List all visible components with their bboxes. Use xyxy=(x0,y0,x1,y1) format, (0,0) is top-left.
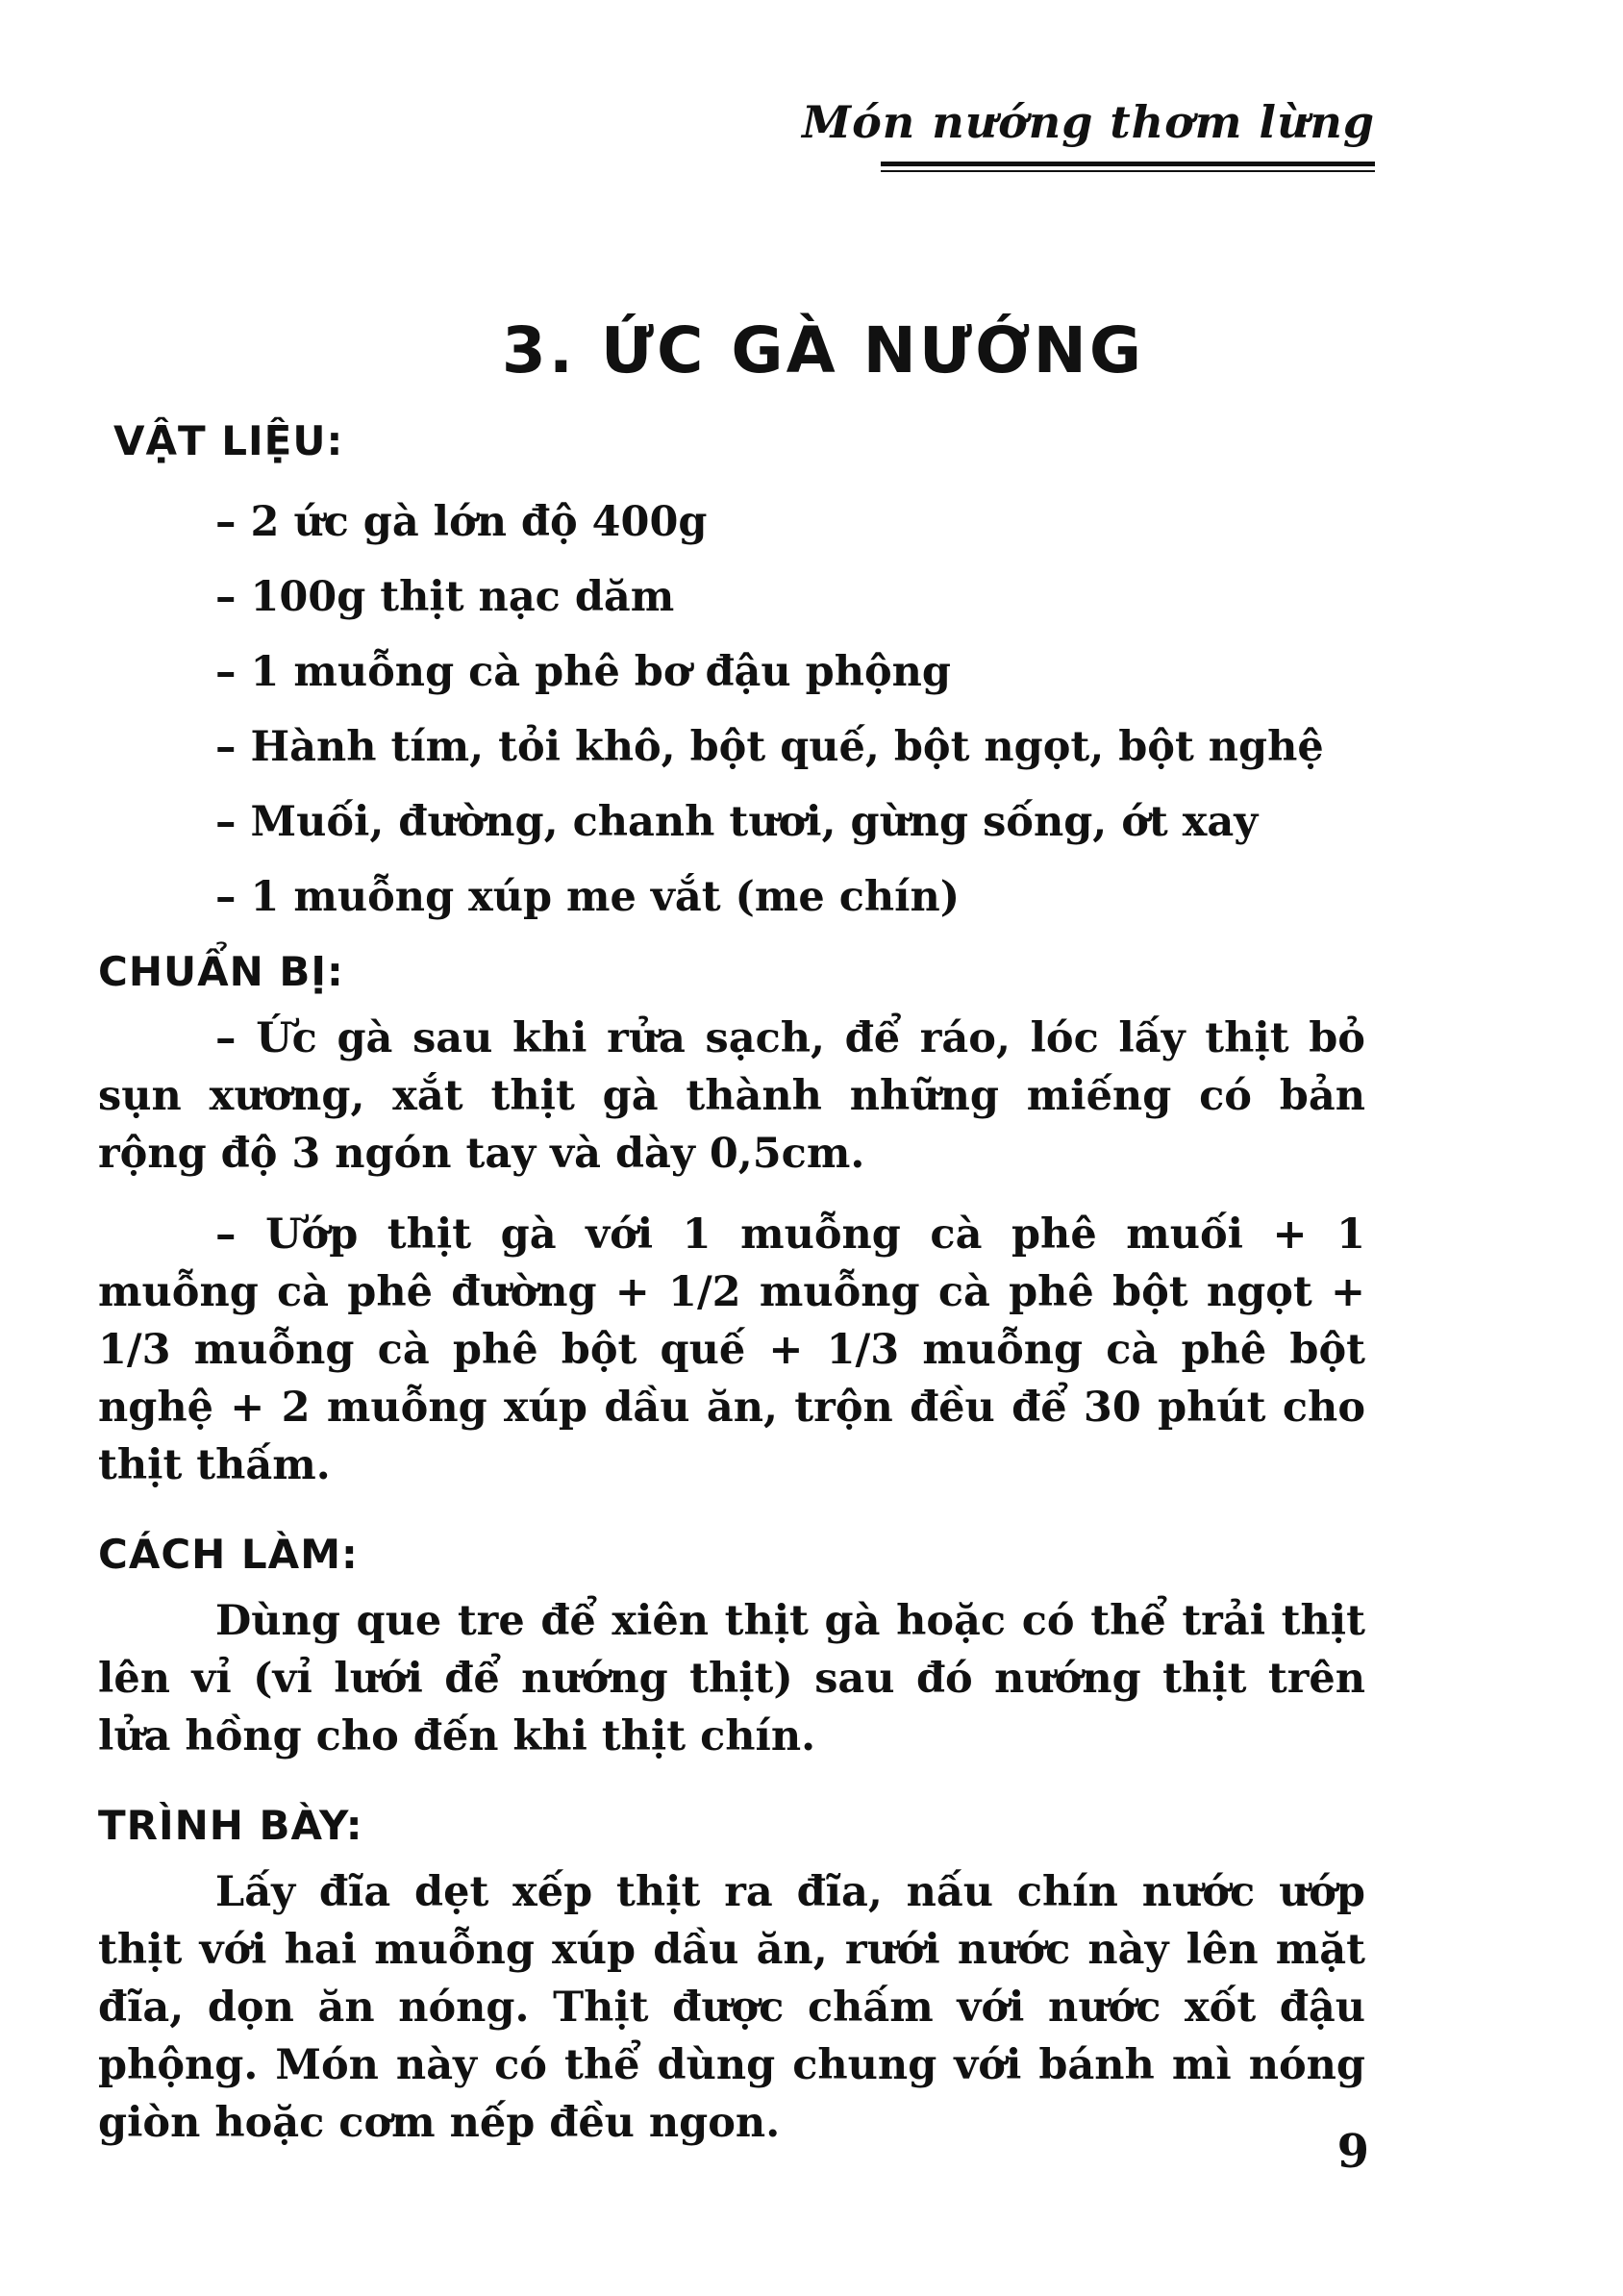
preparation-heading: CHUẨN BỊ: xyxy=(98,948,344,995)
ingredients-list xyxy=(98,485,1365,935)
ingredient-item: – Muối, đường, chanh tươi, gừng sống, ớt xay xyxy=(215,798,1259,846)
header-rule xyxy=(881,162,1375,172)
presentation-heading: TRÌNH BÀY: xyxy=(98,1802,363,1849)
ingredients-heading: VẬT LIỆU: xyxy=(113,417,344,464)
ingredient-item: – 2 ức gà lớn độ 400g xyxy=(215,498,708,546)
recipe-title: 3. ỨC GÀ NƯỚNG xyxy=(501,313,1145,388)
ingredient-item: – Hành tím, tỏi khô, bột quế, bột ngọt, bột nghệ xyxy=(215,723,1324,771)
ingredient-item: – 1 muỗng cà phê bơ đậu phộng xyxy=(215,648,951,696)
presentation-paragraph: Lấy đĩa dẹt xếp thịt ra đĩa, nấu chín nước ướp thịt với hai muỗng xúp dầu ăn, rưới nước này lên mặt đĩa, dọn ăn nóng. Thịt được chấm với nước xốt đậu phộng. Món này có thể dùng chung với bánh mì nóng giòn hoặc cơm nếp đều ngon. xyxy=(98,1868,1365,2147)
preparation-paragraph: – Ướp thịt gà với 1 muỗng cà phê muối + 1 muỗng cà phê đường + 1/2 muỗng cà phê bột ngọt + 1/3 muỗng cà phê bột quế + 1/3 muỗng cà phê bột nghệ + 2 muỗng xúp dầu ăn, trộn đều để 30 phút cho thịt thấm. xyxy=(98,1210,1365,1489)
preparation-paragraph: – Ức gà sau khi rửa sạch, để ráo, lóc lấy thịt bỏ sụn xương, xắt thịt gà thành những miếng có bản rộng độ 3 ngón tay và dày 0,5cm. xyxy=(98,1014,1365,1178)
ingredient-item: – 1 muỗng xúp me vắt (me chín) xyxy=(215,873,961,921)
ingredient-item: – 100g thịt nạc dăm xyxy=(215,573,675,621)
page-number: 9 xyxy=(1336,2125,1369,2179)
recipe-content xyxy=(98,404,1365,2175)
method-heading: CÁCH LÀM: xyxy=(98,1531,359,1578)
method-paragraph: Dùng que tre để xiên thịt gà hoặc có thể trải thịt lên vỉ (vỉ lưới để nướng thịt) sau đó nướng thịt trên lửa hồng cho đến khi thịt chín. xyxy=(98,1597,1365,1760)
running-header: Món nướng thơm lừng xyxy=(802,96,1375,148)
